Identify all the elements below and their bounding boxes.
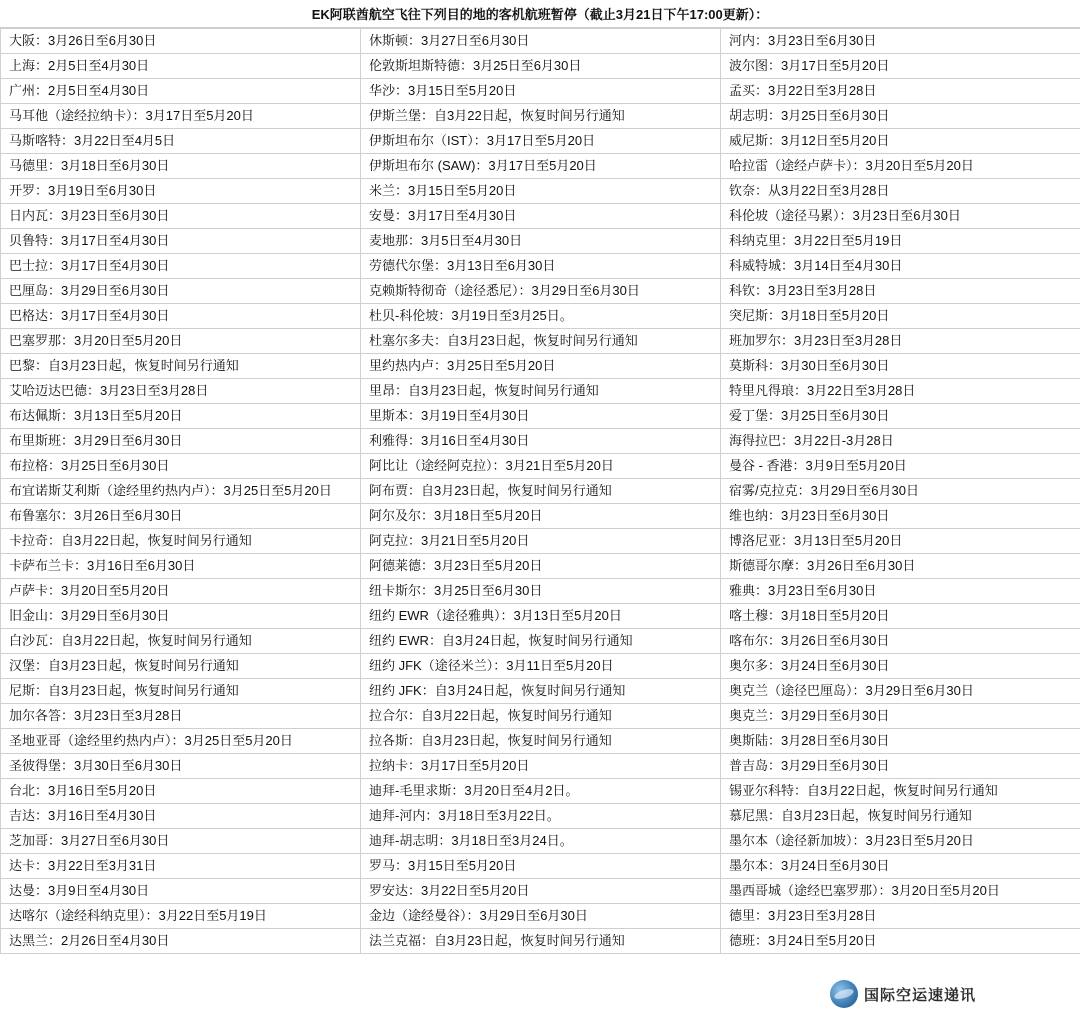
cell-text: 里昂：自3月23日起，恢复时间另行通知 (369, 383, 599, 398)
cell-text: 喀布尔：3月26日至6月30日 (729, 633, 890, 648)
table-row (1, 579, 1080, 604)
table-cell (361, 829, 721, 854)
table-row (1, 879, 1080, 904)
table-row (1, 479, 1080, 504)
table-cell (361, 629, 721, 654)
table-row (1, 204, 1080, 229)
table-cell (721, 354, 1080, 379)
cell-text: 马耳他（途经拉纳卡）：3月17日至5月20日 (9, 108, 254, 123)
cell-text: 伊斯兰堡：自3月22日起，恢复时间另行通知 (369, 108, 625, 123)
table-cell (361, 379, 721, 404)
table-cell (721, 654, 1080, 679)
table-cell (1, 654, 361, 679)
table-cell (721, 404, 1080, 429)
table-cell (361, 454, 721, 479)
cell-text: 巴格达：3月17日至4月30日 (9, 308, 170, 323)
table-cell (1, 79, 361, 104)
table-cell (361, 704, 721, 729)
table-cell (1, 254, 361, 279)
table-cell (361, 854, 721, 879)
table-cell (1, 354, 361, 379)
cell-text: 钦奈：从3月22日至3月28日 (729, 183, 890, 198)
table-cell (361, 279, 721, 304)
table-cell (721, 454, 1080, 479)
cell-text: 拉纳卡：3月17日至5月20日 (369, 758, 530, 773)
cell-text: 达曼：3月9日至4月30日 (9, 883, 150, 898)
table-row (1, 429, 1080, 454)
table-cell (361, 204, 721, 229)
cell-text: 圣彼得堡：3月30日至6月30日 (9, 758, 183, 773)
cell-text: 罗马：3月15日至5月20日 (369, 858, 517, 873)
cell-text: 卡萨布兰卡：3月16日至6月30日 (9, 558, 196, 573)
table-row (1, 329, 1080, 354)
table-cell (1, 479, 361, 504)
table-cell (361, 579, 721, 604)
cell-text: 旧金山：3月29日至6月30日 (9, 608, 170, 623)
table-cell (1, 104, 361, 129)
table-cell (721, 304, 1080, 329)
table-cell (1, 729, 361, 754)
table-cell (361, 679, 721, 704)
table-cell (361, 729, 721, 754)
table-row (1, 529, 1080, 554)
cell-text: 科伦坡（途径马累）：3月23日至6月30日 (729, 208, 961, 223)
page-title-bar (0, 0, 1080, 28)
table-cell (1, 754, 361, 779)
table-cell (361, 129, 721, 154)
table-row (1, 379, 1080, 404)
table-cell (361, 154, 721, 179)
cell-text: 达黑兰：2月26日至4月30日 (9, 933, 170, 948)
table-cell (721, 629, 1080, 654)
cell-text: 杜塞尔多夫：自3月23日起，恢复时间另行通知 (369, 333, 638, 348)
cell-text: 卡拉奇：自3月22日起，恢复时间另行通知 (9, 533, 252, 548)
cell-text: 布宜诺斯艾利斯（途经里约热内卢）：3月25日至5月20日 (9, 483, 332, 498)
cell-text: 特里凡得琅：3月22日至3月28日 (729, 383, 916, 398)
table-cell (361, 529, 721, 554)
table-row (1, 829, 1080, 854)
table-cell (721, 729, 1080, 754)
table-row (1, 754, 1080, 779)
table-cell (361, 329, 721, 354)
table-cell (361, 804, 721, 829)
table-cell (361, 179, 721, 204)
cell-text: 纽约 EWR：自3月24日起，恢复时间另行通知 (369, 633, 633, 648)
table-cell (721, 479, 1080, 504)
table-cell (721, 579, 1080, 604)
cell-text: 纽约 JFK：自3月24日起，恢复时间另行通知 (369, 683, 626, 698)
table-cell (1, 504, 361, 529)
table-row (1, 154, 1080, 179)
table-cell (1, 579, 361, 604)
table-cell (1, 704, 361, 729)
cell-text: 科钦：3月23日至3月28日 (729, 283, 877, 298)
table-cell (721, 904, 1080, 929)
cell-text: 华沙：3月15日至5月20日 (369, 83, 517, 98)
cell-text: 杜贝-科伦坡：3月19日至3月25日。 (369, 308, 573, 323)
cell-text: 胡志明：3月25日至6月30日 (729, 108, 890, 123)
cell-text: 白沙瓦：自3月22日起，恢复时间另行通知 (9, 633, 252, 648)
table-cell (1, 379, 361, 404)
cell-text: 巴士拉：3月17日至4月30日 (9, 258, 170, 273)
table-row (1, 804, 1080, 829)
table-row (1, 279, 1080, 304)
cell-text: 里斯本：3月19日至4月30日 (369, 408, 530, 423)
cell-text: 雅典：3月23日至6月30日 (729, 583, 877, 598)
table-cell (361, 104, 721, 129)
table-cell (1, 329, 361, 354)
table-cell (1, 529, 361, 554)
watermark-text: 国际空运速递讯 (864, 986, 977, 1004)
cell-text: 奥尔多：3月24日至6月30日 (729, 658, 890, 673)
table-cell (721, 679, 1080, 704)
cell-text: 广州：2月5日至4月30日 (9, 83, 150, 98)
cell-text: 维也纳：3月23日至6月30日 (729, 508, 890, 523)
table-row (1, 604, 1080, 629)
cell-text: 墨尔本（途径新加坡）：3月23日至5月20日 (729, 833, 974, 848)
table-cell (1, 54, 361, 79)
table-cell (721, 129, 1080, 154)
cell-text: 迪拜-河内：3月18日至3月22日。 (369, 808, 560, 823)
cell-text: 纽约 EWR（途径雅典）：3月13日至5月20日 (369, 608, 622, 623)
table-cell (361, 54, 721, 79)
table-cell (361, 904, 721, 929)
cell-text: 马德里：3月18日至6月30日 (9, 158, 170, 173)
table-cell (721, 604, 1080, 629)
cell-text: 布鲁塞尔：3月26日至6月30日 (9, 508, 183, 523)
cell-text: 阿比让（途经阿克拉）：3月21日至5月20日 (369, 458, 614, 473)
table-cell (1, 929, 361, 954)
table-cell (361, 754, 721, 779)
cell-text: 阿德莱德：3月23日至5月20日 (369, 558, 543, 573)
table-cell (1, 829, 361, 854)
table-row (1, 454, 1080, 479)
cell-text: 迪拜-胡志明：3月18日至3月24日。 (369, 833, 573, 848)
cell-text: 艾哈迈达巴德：3月23日至3月28日 (9, 383, 209, 398)
cell-text: 伊斯坦布尔 (SAW)：3月17日至5月20日 (369, 158, 597, 173)
table-cell (361, 604, 721, 629)
cell-text: 伊斯坦布尔（IST）：3月17日至5月20日 (369, 133, 596, 148)
table-row (1, 704, 1080, 729)
cell-text: 克赖斯特彻奇（途径悉尼）：3月29日至6月30日 (369, 283, 640, 298)
cell-text: 科威特城：3月14日至4月30日 (729, 258, 903, 273)
cell-text: 布拉格：3月25日至6月30日 (9, 458, 170, 473)
cell-text: 曼谷 - 香港：3月9日至5月20日 (729, 458, 907, 473)
table-cell (1, 629, 361, 654)
table-cell (361, 879, 721, 904)
cell-text: 迪拜-毛里求斯：3月20日至4月2日。 (369, 783, 579, 798)
cell-text: 拉合尔：自3月22日起，恢复时间另行通知 (369, 708, 612, 723)
table-row (1, 179, 1080, 204)
table-cell (721, 329, 1080, 354)
cell-text: 河内：3月23日至6月30日 (729, 33, 877, 48)
table-cell (721, 104, 1080, 129)
table-cell (361, 554, 721, 579)
cell-text: 喀土穆：3月18日至5月20日 (729, 608, 890, 623)
table-cell (361, 254, 721, 279)
cell-text: 奥克兰：3月29日至6月30日 (729, 708, 890, 723)
cell-text: 达卡：3月22日至3月31日 (9, 858, 157, 873)
cell-text: 博洛尼亚：3月13日至5月20日 (729, 533, 903, 548)
table-cell (721, 154, 1080, 179)
flight-suspension-table (0, 28, 1080, 954)
table-cell (361, 304, 721, 329)
table-body (1, 29, 1080, 954)
cell-text: 爱丁堡：3月25日至6月30日 (729, 408, 890, 423)
table-row (1, 679, 1080, 704)
cell-text: 贝鲁特：3月17日至4月30日 (9, 233, 170, 248)
table-cell (721, 929, 1080, 954)
table-cell (721, 854, 1080, 879)
table-cell (1, 904, 361, 929)
table-cell (721, 754, 1080, 779)
table-row (1, 304, 1080, 329)
table-row (1, 129, 1080, 154)
table-cell (721, 829, 1080, 854)
cell-text: 墨尔本：3月24日至6月30日 (729, 858, 890, 873)
cell-text: 金边（途经曼谷）：3月29日至6月30日 (369, 908, 588, 923)
cell-text: 卢萨卡：3月20日至5月20日 (9, 583, 170, 598)
cell-text: 阿克拉：3月21日至5月20日 (369, 533, 530, 548)
table-row (1, 779, 1080, 804)
table-row (1, 104, 1080, 129)
cell-text: 锡亚尔科特：自3月22日起，恢复时间另行通知 (729, 783, 998, 798)
cell-text: 米兰：3月15日至5月20日 (369, 183, 517, 198)
table-row (1, 904, 1080, 929)
table-cell (1, 879, 361, 904)
cell-text: 斯德哥尔摩：3月26日至6月30日 (729, 558, 916, 573)
table-cell (1, 129, 361, 154)
table-cell (1, 229, 361, 254)
table-cell (721, 704, 1080, 729)
cell-text: 慕尼黑：自3月23日起，恢复时间另行通知 (729, 808, 972, 823)
cell-text: 科纳克里：3月22日至5月19日 (729, 233, 903, 248)
cell-text: 威尼斯：3月12日至5月20日 (729, 133, 890, 148)
cell-text: 休斯顿：3月27日至6月30日 (369, 33, 530, 48)
cell-text: 奥克兰（途径巴厘岛）：3月29日至6月30日 (729, 683, 974, 698)
table-cell (1, 429, 361, 454)
cell-text: 尼斯：自3月23日起，恢复时间另行通知 (9, 683, 239, 698)
table-cell (1, 304, 361, 329)
cell-text: 汉堡：自3月23日起，恢复时间另行通知 (9, 658, 239, 673)
table-cell (1, 679, 361, 704)
watermark-badge (824, 977, 1076, 1011)
cell-text: 纽卡斯尔：3月25日至6月30日 (369, 583, 543, 598)
table-row (1, 504, 1080, 529)
table-cell (1, 854, 361, 879)
table-cell (721, 379, 1080, 404)
cell-text: 罗安达：3月22日至5月20日 (369, 883, 530, 898)
cell-text: 阿布贾：自3月23日起，恢复时间另行通知 (369, 483, 612, 498)
cell-text: 日内瓦：3月23日至6月30日 (9, 208, 170, 223)
table-cell (361, 429, 721, 454)
table-cell (361, 929, 721, 954)
cell-text: 普吉岛：3月29日至6月30日 (729, 758, 890, 773)
cell-text: 安曼：3月17日至4月30日 (369, 208, 517, 223)
table-cell (721, 879, 1080, 904)
table-cell (721, 529, 1080, 554)
table-row (1, 354, 1080, 379)
cell-text: 圣地亚哥（途经里约热内卢）：3月25日至5月20日 (9, 733, 293, 748)
table-cell (361, 504, 721, 529)
cell-text: 吉达：3月16日至4月30日 (9, 808, 157, 823)
table-cell (721, 554, 1080, 579)
table-row (1, 654, 1080, 679)
cell-text: 巴塞罗那：3月20日至5月20日 (9, 333, 183, 348)
table-cell (361, 479, 721, 504)
cell-text: 孟买：3月22日至3月28日 (729, 83, 877, 98)
cell-text: 拉各斯：自3月23日起，恢复时间另行通知 (369, 733, 612, 748)
table-cell (361, 404, 721, 429)
table-row (1, 929, 1080, 954)
table-cell (361, 779, 721, 804)
cell-text: 开罗：3月19日至6月30日 (9, 183, 157, 198)
cell-text: 布达佩斯：3月13日至5月20日 (9, 408, 183, 423)
page-title: EK阿联酋航空飞往下列目的地的客机航班暂停（截止3月21日下午17:00更新）： (311, 7, 769, 22)
cell-text: 伦敦斯坦斯特德：3月25日至6月30日 (369, 58, 582, 73)
cell-text: 上海：2月5日至4月30日 (9, 58, 150, 73)
table-row (1, 629, 1080, 654)
table-cell (1, 404, 361, 429)
table-row (1, 29, 1080, 54)
cell-text: 波尔图：3月17日至5月20日 (729, 58, 890, 73)
table-row (1, 729, 1080, 754)
cell-text: 德里：3月23日至3月28日 (729, 908, 877, 923)
cell-text: 阿尔及尔：3月18日至5月20日 (369, 508, 543, 523)
table-cell (1, 279, 361, 304)
table-cell (1, 554, 361, 579)
table-row (1, 54, 1080, 79)
table-cell (1, 779, 361, 804)
cell-text: 德班：3月24日至5月20日 (729, 933, 877, 948)
cell-text: 莫斯科：3月30日至6月30日 (729, 358, 890, 373)
table-cell (721, 54, 1080, 79)
table-cell (721, 179, 1080, 204)
table-cell (1, 154, 361, 179)
globe-logo-icon (830, 980, 858, 1008)
table-cell (361, 354, 721, 379)
cell-text: 台北：3月16日至5月20日 (9, 783, 157, 798)
table-row (1, 854, 1080, 879)
cell-text: 马斯喀特：3月22日至4月5日 (9, 133, 176, 148)
table-cell (721, 279, 1080, 304)
table-row (1, 554, 1080, 579)
table-cell (721, 779, 1080, 804)
table-cell (361, 29, 721, 54)
table-cell (1, 29, 361, 54)
cell-text: 海得拉巴：3月22日-3月28日 (729, 433, 894, 448)
table-row (1, 404, 1080, 429)
cell-text: 利雅得：3月16日至4月30日 (369, 433, 530, 448)
cell-text: 纽约 JFK（途径米兰）：3月11日至5月20日 (369, 658, 614, 673)
cell-text: 劳德代尔堡：3月13日至6月30日 (369, 258, 556, 273)
table-cell (721, 504, 1080, 529)
table-cell (361, 229, 721, 254)
table-cell (721, 204, 1080, 229)
table-cell (721, 29, 1080, 54)
table-cell (721, 804, 1080, 829)
table-cell (721, 429, 1080, 454)
cell-text: 墨西哥城（途经巴塞罗那）：3月20日至5月20日 (729, 883, 1000, 898)
cell-text: 芝加哥：3月27日至6月30日 (9, 833, 170, 848)
cell-text: 宿雾/克拉克：3月29日至6月30日 (729, 483, 919, 498)
table-cell (361, 79, 721, 104)
cell-text: 里约热内卢：3月25日至5月20日 (369, 358, 556, 373)
cell-text: 突尼斯：3月18日至5月20日 (729, 308, 890, 323)
table-row (1, 229, 1080, 254)
table-cell (1, 179, 361, 204)
table-cell (721, 254, 1080, 279)
cell-text: 大阪：3月26日至6月30日 (9, 33, 157, 48)
cell-text: 布里斯班：3月29日至6月30日 (9, 433, 183, 448)
cell-text: 达喀尔（途经科纳克里）：3月22日至5月19日 (9, 908, 267, 923)
table-cell (721, 79, 1080, 104)
table-row (1, 79, 1080, 104)
cell-text: 巴厘岛：3月29日至6月30日 (9, 283, 170, 298)
table-cell (1, 454, 361, 479)
cell-text: 巴黎：自3月23日起，恢复时间另行通知 (9, 358, 239, 373)
cell-text: 加尔各答：3月23日至3月28日 (9, 708, 183, 723)
table-cell (1, 204, 361, 229)
cell-text: 法兰克福：自3月23日起，恢复时间另行通知 (369, 933, 625, 948)
table-cell (1, 804, 361, 829)
cell-text: 哈拉雷（途经卢萨卡）：3月20日至5月20日 (729, 158, 974, 173)
cell-text: 奥斯陆：3月28日至6月30日 (729, 733, 890, 748)
cell-text: 麦地那：3月5日至4月30日 (369, 233, 523, 248)
cell-text: 班加罗尔：3月23日至3月28日 (729, 333, 903, 348)
table-cell (721, 229, 1080, 254)
table-cell (1, 604, 361, 629)
table-row (1, 254, 1080, 279)
table-cell (361, 654, 721, 679)
